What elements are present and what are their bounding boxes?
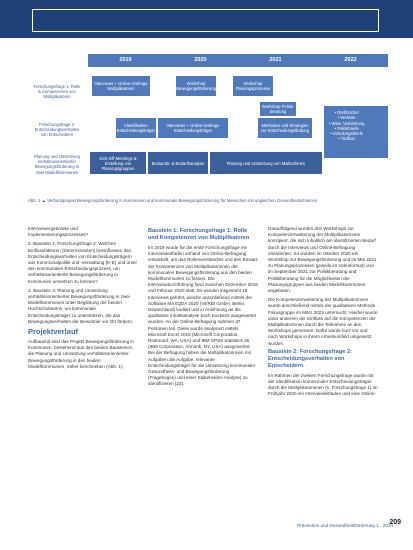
paragraph: Interviewergebnisse und Implementierungsprozesses?	[28, 226, 89, 238]
cell-interviews-entscheider: Interviews + Online-Umfrage Entscheidungsträger	[158, 118, 228, 138]
cell-identifikation: Identifikation Entscheidungsträger	[116, 118, 156, 138]
cell-workshop-politik: Workshop Politik-beratung	[261, 104, 295, 114]
output-item: • Politikbriefe	[329, 126, 364, 131]
paragraph: Im Rahmen der zweiten Forschungsfrage wurde mit der Identifikation kommunaler Entscheidungsträger durch die Multiplikatorinnen (s. Forschungsfrage 1) im Frühjahr 2020 ein Interviewleitfaden und eine Online-	[268, 372, 378, 397]
outputs-list	[329, 110, 364, 142]
figure-project-timeline	[28, 54, 392, 194]
cell-workshop-planung: Workshop Planungsprozesse	[233, 76, 273, 96]
output-item: • Schulungsbriefe	[329, 131, 364, 136]
section-heading-baustein-1: Baustein 1: Forschungsfrage 1: Rolle und Kompetenzen von Multiplikatoren	[148, 228, 250, 241]
output-item: • Toolbox	[329, 136, 364, 141]
cell-workshop-bewegung: Workshop Bewegungsförderung	[176, 76, 216, 96]
list-item: 3. Baustein 3: Planung und Umsetzung verhältnisorientierter Bewegungsförderung in zwei Modellkommunen unter Begleitung der beiden Hochschulteams, um kommunale Entscheidungsträger zu unterstützen, die das Bewegungsverhalten der Bewohner vor Ort fördern.	[28, 287, 134, 324]
output-item: • Website	[329, 115, 364, 120]
cell-outputs	[324, 106, 388, 158]
cell-methoden: Methoden und Strategien zur Entscheidungsfindung	[258, 118, 312, 138]
paragraph: Darauffolgend wurden drei Workshops zur Kompetenzerweiterung der Multiplikatorinnen konzipiert, die sich inhaltlich am identifizierten Bedarf durch die Interviews und Online-Befragung orientierten. So wurden im Oktober 2020 ein Workshop zur Bewegungsförderung und im Mai 2021 zu Planungsprozessen (jeweils im Videoformat) und im September 2021 zur Politikberatung und Politikberatung für die Möglichkeiten der Planungsgruppen aus beiden Modellkommunen angeboten.	[268, 226, 377, 294]
text-column-2	[148, 226, 258, 388]
paragraph: Die Kompetenzerweiterung der Multiplikatorinnen wurde anschließend mittels der qualitativen Methode Fokusgruppe im März 2022 untersucht. Hierbei wurde unter anderem der Einfluss auf die Kompetenzen der Multiplikatorinnen durch die Teilnahme an den Workshops gemessen. Dafür wurde kurz vor und nach Workshops in ihrem Arbeitsumfeld umgesetzt wurden.	[268, 297, 378, 346]
text-column-1	[28, 226, 138, 370]
paragraph: Im 2019 wurde für die erste Forschungsfrage ein Interviewleitfaden anhand von Online-Befragung entwickelt, um das Rollenverständnis und den Einsatz der Kompetenzen von Multiplikatorinnen der kommunalen Bewegungsförderung aus den beiden Modellkommunen zu fassen. Die Interviewdurchführung fand zwischen Dezember 2019 und Februar 2020 statt. Es wurden insgesamt 15 Interviews geführt, welche anschließend mittels der Software MAXQDA 2020 (VERBI GmbH, Berlin, Deutschland) kodiert und in Anlehnung an die qualitative Inhaltsanalyse nach Kuckartz ausgewertet wurden. An der Online-Befragung nahmen 37 Personen teil. Diese wurde analysiert mittels Microsoft Excel 2016 (Microsoft Corporation, Redmond, WA, USA) und IBM SPSS Statistics 26 (IBM Corporation, Armonk, NY, USA) ausgewertet. Bei der Befragung haben die Multiplikatorinnen mit Aufgaben die Aufgabe, relevante Entscheidungsträger für die Umsetzung kommunaler Gesundheits- und Bewegungsförderung (Fragebogen) und einer Stakeholder-Analyse) zu identifizieren [23].	[148, 245, 258, 387]
row-label-2: Forschungsfrage 2: Entscheidungsverhalten von Entscheidern	[34, 122, 80, 138]
cell-interviews-multiplikatoren: Interviews + Online-Umfrage Multiplikatoren	[92, 76, 150, 96]
list-item: 2. Baustein 2, Forschungsfrage 2: Welches Einflussfaktoren (Determinanten) beeinflussen das Entscheidungsverhalten von Entscheidungsträgern aus Kommunalpolitik und -verwaltung (K-E) und unter den kommunalen Entscheidungsprozess, um verhältnisorientierte Bewegungsförderung in Kommunen umsetzen zu können?	[28, 241, 138, 284]
paragraph: Aufbauend sind das Projekt Bewegungsförderung in Kommunen, bestehend aus den beiden Bausteinen, die Planung und Umsetzung verhältnisorientierter Bewegungsförderung in den beiden Modellkommunen, näher beschrieben (Abb. 1).	[28, 339, 134, 369]
year-2022: 2022	[344, 57, 357, 63]
row-label-3: Planung und Umsetzung verhältnisorientierter Bewegungsförderung in zwei Modellkommunen	[34, 154, 80, 175]
cell-bestand: Bestands- & Bedarfsanalyse	[148, 152, 208, 174]
journal-footer: Prävention und Gesundheitsförderung 1 · 2024	[297, 523, 393, 528]
header-frame	[32, 9, 379, 32]
year-2021: 2021	[269, 57, 282, 63]
year-2020: 2020	[194, 57, 207, 63]
row-label-1: Forschungsfrage 1: Rolle & Kompetenzen von Multiplikatoren	[33, 84, 81, 100]
page-number: 209	[389, 519, 401, 526]
output-item: • Drehbücher	[329, 110, 364, 115]
section-heading-baustein-2: Baustein 2: Forschungsfrage 2: Entscheidungsverhalten von Entscheidern	[268, 348, 352, 369]
cell-kickoff: Kick-Off-Meetings & Erstellung von Planungsgruppen	[90, 152, 146, 174]
section-heading-projektverlauf: Projektverlauf	[28, 327, 79, 337]
text-column-3	[268, 226, 378, 398]
header-banner	[0, 0, 413, 38]
output-item: • Wiss. Verbreitung	[329, 121, 364, 126]
year-2019: 2019	[119, 57, 132, 63]
figure-caption: Abb. 1 ▲ Verbundprojekt Bewegungsförderung in Kommunen und kommunale Bewegungsförderung für Menschen mit ungleichen Gesundheitschancen	[28, 198, 318, 203]
cell-planung-umsetzung: Planung und Umsetzung von Maßnahmen	[210, 152, 322, 174]
